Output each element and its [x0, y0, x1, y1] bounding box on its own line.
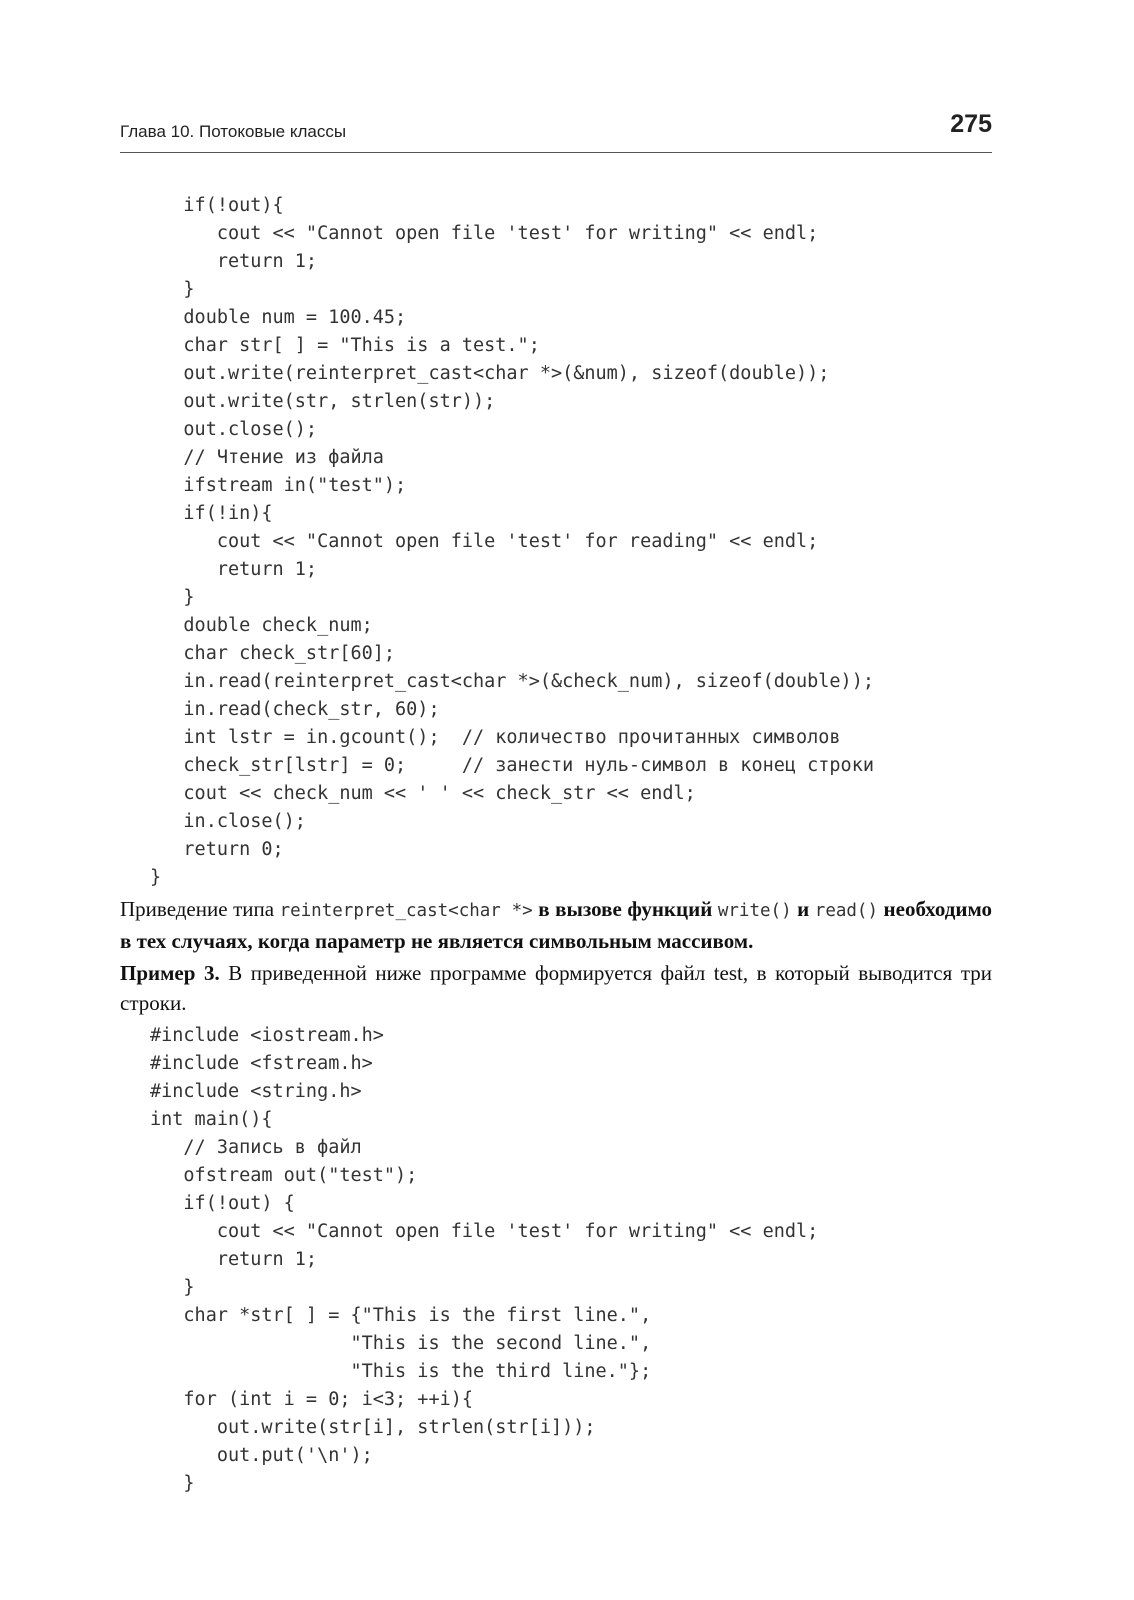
code-line: cout << "Cannot open file 'test' for writing" << endl; [150, 223, 819, 244]
paragraph-text: и [791, 897, 815, 921]
code-line: out.write(str[i], strlen(str[i])); [150, 1417, 596, 1438]
paragraph-text: в вызове функций [532, 897, 718, 921]
code-line: } [150, 1277, 195, 1298]
code-line: if(!in){ [150, 503, 273, 524]
inline-code: write() [717, 901, 792, 921]
paragraph-type-cast [120, 894, 992, 956]
paragraph-example-3 [120, 958, 992, 1018]
code-line: #include <iostream.h> [150, 1025, 384, 1046]
code-line: return 1; [150, 559, 318, 580]
code-line: in.read(reinterpret_cast<char *>(&check_num), sizeof(double)); [150, 671, 874, 692]
code-line: #include <string.h> [150, 1081, 362, 1102]
code-listing-1 [150, 192, 874, 892]
running-header [120, 108, 992, 153]
code-line: if(!out){ [150, 195, 284, 216]
code-line: char str[ ] = "This is a test."; [150, 335, 540, 356]
code-line: return 1; [150, 251, 318, 272]
code-line: return 1; [150, 1249, 318, 1270]
example-label: Пример 3. [120, 961, 220, 985]
code-line: out.close(); [150, 419, 318, 440]
code-line: double num = 100.45; [150, 307, 407, 328]
inline-code: reinterpret_cast<char *> [279, 901, 533, 921]
code-line: ifstream in("test"); [150, 475, 407, 496]
code-line: int main(){ [150, 1109, 273, 1130]
code-line: double check_num; [150, 615, 373, 636]
code-line: cout << "Cannot open file 'test' for reading" << endl; [150, 531, 819, 552]
paragraph-text: Приведение типа [120, 897, 280, 921]
code-line: // Запись в файл [150, 1137, 362, 1158]
code-line: char *str[ ] = {"This is the first line.", [150, 1305, 652, 1326]
code-line: } [150, 279, 195, 300]
code-line: out.put('\n'); [150, 1445, 373, 1466]
code-line: "This is the second line.", [150, 1333, 652, 1354]
page-number: 275 [950, 110, 992, 138]
code-line: cout << check_num << ' ' << check_str << endl; [150, 783, 696, 804]
code-line: out.write(reinterpret_cast<char *>(&num), sizeof(double)); [150, 363, 830, 384]
code-line: "This is the third line."}; [150, 1361, 652, 1382]
code-line: int lstr = in.gcount(); // количество прочитанных символов [150, 727, 841, 748]
code-line: if(!out) { [150, 1193, 295, 1214]
code-line: } [150, 587, 195, 608]
code-line: #include <fstream.h> [150, 1053, 373, 1074]
code-line: } [150, 1473, 195, 1494]
code-line: check_str[lstr] = 0; // занести нуль-символ в конец строки [150, 755, 874, 776]
code-listing-2 [150, 1022, 818, 1498]
inline-code: read() [814, 901, 878, 921]
code-line: // Чтение из файла [150, 447, 384, 468]
chapter-title: Глава 10. Потоковые классы [120, 122, 347, 141]
code-line: for (int i = 0; i<3; ++i){ [150, 1389, 474, 1410]
code-line: in.close(); [150, 811, 306, 832]
code-line: cout << "Cannot open file 'test' for writing" << endl; [150, 1221, 819, 1242]
code-line: char check_str[60]; [150, 643, 396, 664]
paragraph-text: необходимо в тех случаях, когда параметр не является символьным массивом. [120, 897, 992, 953]
code-line: in.read(check_str, 60); [150, 699, 440, 720]
code-line: } [150, 867, 162, 888]
paragraph-text: В приведенной ниже программе формируется файл test, в который выводится три строки. [120, 961, 992, 1015]
code-line: ofstream out("test"); [150, 1165, 418, 1186]
code-line: out.write(str, strlen(str)); [150, 391, 496, 412]
code-line: return 0; [150, 839, 284, 860]
